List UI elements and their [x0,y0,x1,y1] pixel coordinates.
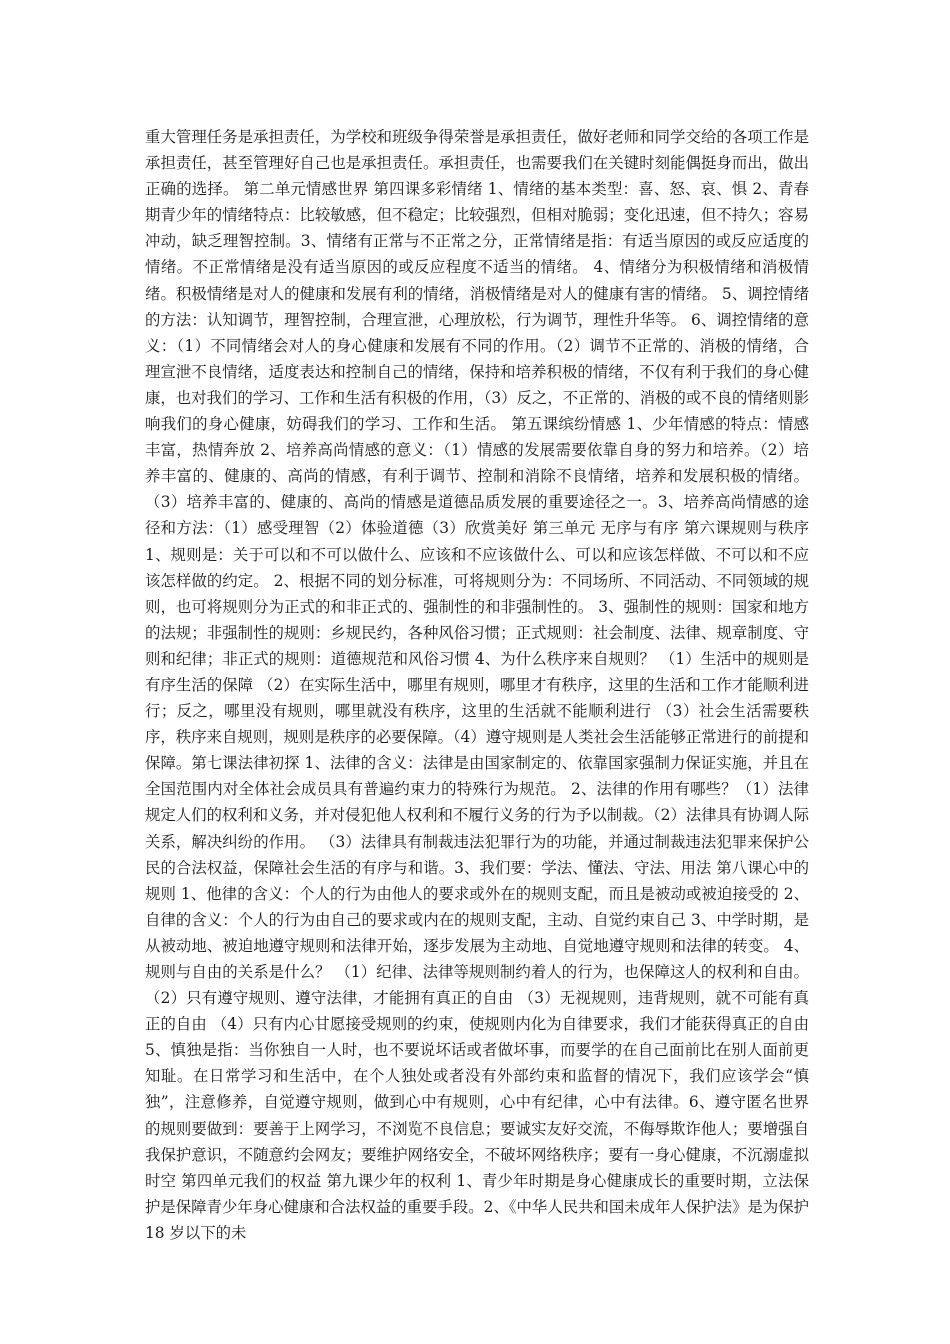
body-text: 重大管理任务是承担责任，为学校和班级争得荣誉是承担责任，做好老师和同学交给的各项工作是承担责任，甚至管理好自己也是承担责任。承担责任，也需要我们在关键时刻能偶挺身而出，做出正确的选择。 第二单元情感世界 第四课多彩情绪 1、情绪的基本类型：喜、怒、哀、惧 2、青春期青少年的情绪特点：比较敏感，但不稳定；比较强烈，但相对脆弱；变化迅速，但不持久；容易冲动，缺乏理智控制。3、情绪有正常与不正常之分，正常情绪是指：有适当原因的或反应适度的情绪。不正常情绪是没有适当原因的或反应程度不适当的情绪。 4、情绪分为积极情绪和消极情绪。积极情绪是对人的健康和发展有利的情绪，消极情绪是对人的健康有害的情绪。 5、调控情绪的方法：认知调节，理智控制，合理宣泄，心理放松，行为调节，理性升华等。 6、调控情绪的意义：（1）不同情绪会对人的身心健康和发展有不同的作用。（2）调节不正常的、消极的情绪，合理宣泄不良情绪，适度表达和控制自己的情绪，保持和培养积极的情绪，不仅有利于我们的身心健康，也对我们的学习、工作和生活有积极的作用，（3）反之，不正常的、消极的或不良的情绪则影响我们的身心健康，妨碍我们的学习、工作和生活。 第五课缤纷情感 1、少年情感的特点：情感丰富，热情奔放 2、培养高尚情感的意义：（1）情感的发展需要依靠自身的努力和培养。（2）培养丰富的、健康的、高尚的情感，有利于调节、控制和消除不良情绪，培养和发展积极的情绪。（3）培养丰富的、健康的、高尚的情感是道德品质发展的重要途径之一。3、培养高尚情感的途径和方法：（1）感受理智（2）体验道德（3）欣赏美好 第三单元 无序与有序 第六课规则与秩序 1、规则是：关于可以和不可以做什么、应该和不应该做什么、可以和应该怎样做、不可以和不应该怎样做的约定。 2、根据不同的划分标准，可将规则分为：不同场所、不同活动、不同领域的规则，也可将规则分为正式的和非正式的、强制性的和非强制性的。 3、强制性的规则：国家和地方的法规；非强制性的规则：乡规民约，各种风俗习惯；正式规则：社会制度、法律、规章制度、守则和纪律；非正式的规则：道德规范和风俗习惯 4、为什么秩序来自规则？ （1）生活中的规则是有序生活的保障 （2）在实际生活中，哪里有规则，哪里才有秩序，这里的生活和工作才能顺利进行；反之，哪里没有规则，哪里就没有秩序，这里的生活就不能顺利进行 （3）社会生活需要秩序，秩序来自规则，规则是秩序的必要保障。（4）遵守规则是人类社会生活能够正常进行的前提和保障。第七课法律初探 1、法律的含义：法律是由国家制定的、依靠国家强制力保证实施，并且在全国范围内对全体社会成员具有普遍约束力的特殊行为规范。 2、法律的作用有哪些？（1）法律规定人们的权利和义务，并对侵犯他人权利和不履行义务的行为予以制裁。（2）法律具有协调人际关系，解决纠纷的作用。 （3）法律具有制裁违法犯罪行为的功能，并通过制裁违法犯罪来保护公民的合法权益，保障社会生活的有序与和谐。3、我们要：学法、懂法、守法、用法 第八课心中的规则 1、他律的含义：个人的行为由他人的要求或外在的规则支配，而且是被动或被迫接受的 2、自律的含义：个人的行为由自己的要求或内在的规则支配，主动、自觉约束自己 3、中学时期，是从被动地、被迫地遵守规则和法律开始，逐步发展为主动地、自觉地遵守规则和法律的转变。 4、规则与自由的关系是什么？ （1）纪律、法律等规则制约着人的行为，也保障这人的权利和自由。（2）只有遵守规则、遵守法律，才能拥有真正的自由 （3）无视规则，违背规则，就不可能有真正的自由 （4）只有内心甘愿接受规则的约束，使规则内化为自律要求，我们才能获得真正的自由 5、慎独是指：当你独自一人时，也不要说坏话或者做坏事，而要学的在自己面前比在别人面前更知耻。在日常学习和生活中，在个人独处或者没有外部约束和监督的情况下，我们应该学会“慎独”，注意修养，自觉遵守规则，做到心中有规则，心中有纪律，心中有法律。6、遵守匿名世界的规则要做到：要善于上网学习，不浏览不良信息；要诚实友好交流，不侮辱欺诈他人；要增强自我保护意识，不随意约会网友；要维护网络安全，不破坏网络秩序；要有一身心健康，不沉溺虚拟时空 第四单元我们的权益 第九课少年的权利 1、青少年时期是身心健康成长的重要时期，立法保护是保障青少年身心健康和合法权益的重要手段。2、《中华人民共和国未成年人保护法》是为保护 18 岁以下的未 [145,128,809,1242]
